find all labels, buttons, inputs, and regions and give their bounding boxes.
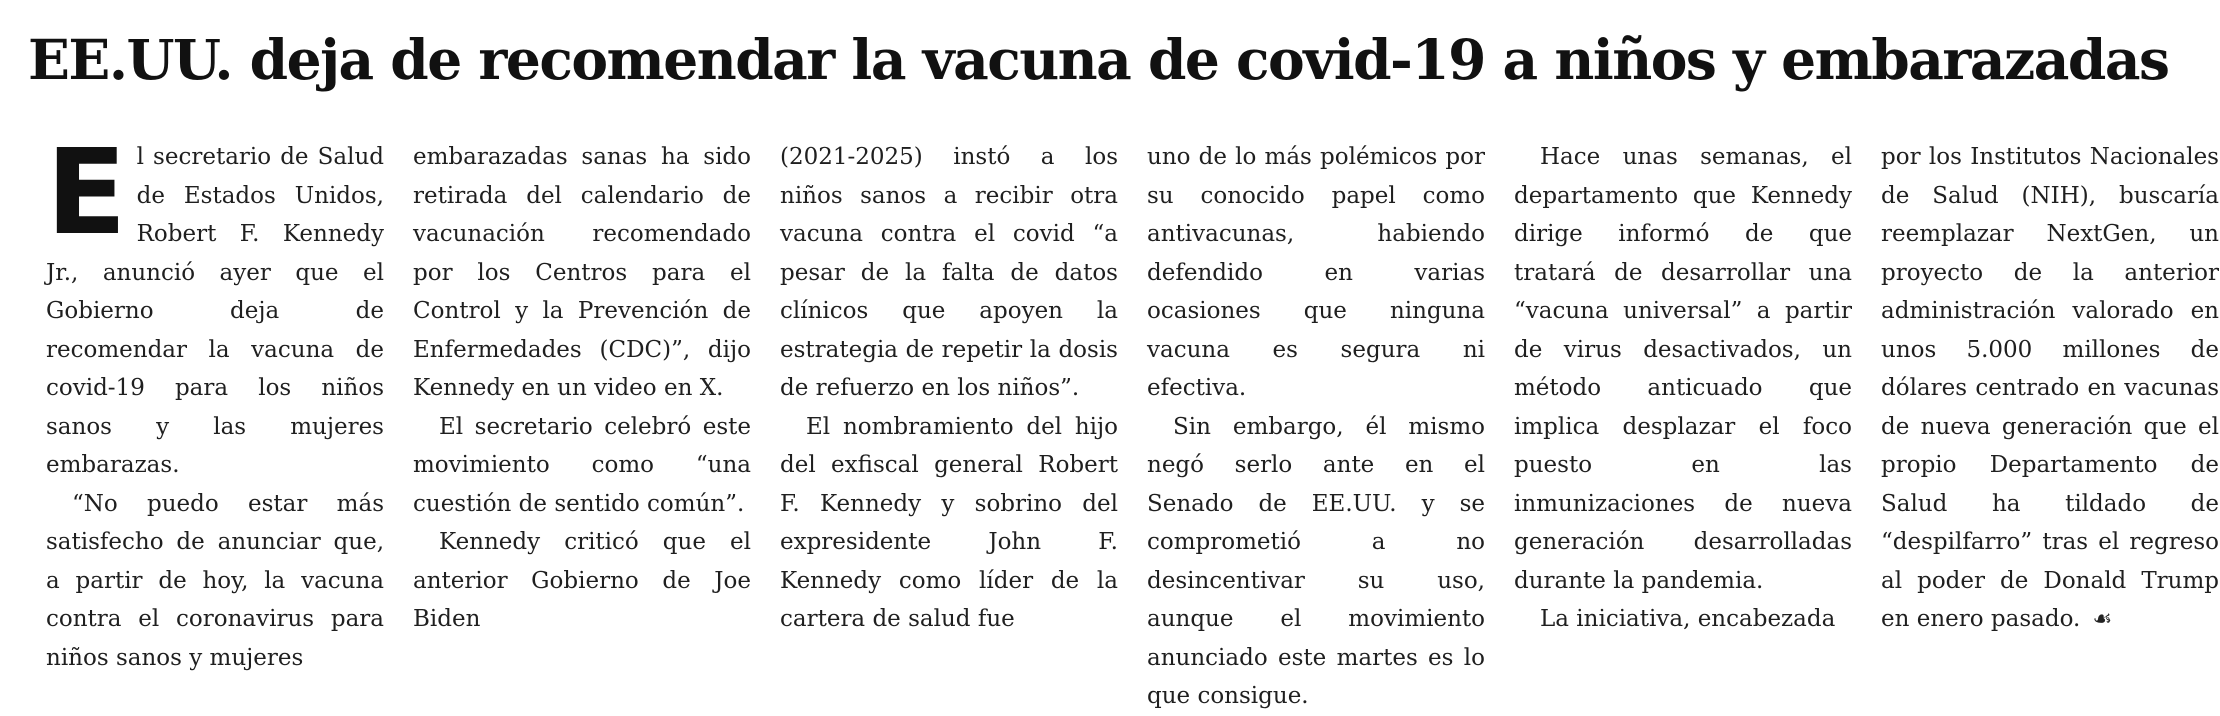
paragraph: “No puedo estar más satisfecho de anunciar que, a partir de hoy, la vacuna contra el coronavirus para niños sanos y mujeres <box>46 490 384 671</box>
paragraph: Sin embargo, él mismo negó serlo ante en el Senado de EE.UU. y se comprometió a no desincentivar su uso, aunque el movimiento anunciado este martes es lo que consigue. <box>1147 413 1485 709</box>
paragraph-text: por los Institutos Nacionales de Salud (NIH), buscaría reemplazar NextGen, un proyecto de la anterior administración valorado en unos 5.000 millones de dólares centrado en vacunas de nueva generación que el propio Departamento de Salud ha tildado de “despilfarro” tras el regreso al poder de Donald Trump en enero pasado. <box>1881 144 2219 632</box>
article-body <box>46 123 2219 709</box>
paragraph-text: l secretario de Salud de Estados Unidos, Robert F. Kennedy Jr., anunció ayer que el Gobierno deja de recomendar la vacuna de covid-19 para los niños sanos y las mujeres embarazas. <box>46 144 384 478</box>
paragraph <box>46 123 384 485</box>
paragraph: (2021-2025) instó a los niños sanos a recibir otra vacuna contra el covid “a pesar de la falta de datos clínicos que apoyen la estrategia de repetir la dosis de refuerzo en los niños”. <box>780 144 1118 401</box>
end-of-article-icon: ☙ <box>2092 607 2113 632</box>
paragraph: Hace unas semanas, el departamento que Kennedy dirige informó de que tratará de desarrollar una “vacuna universal” a partir de virus desactivados, un método anticuado que implica desplazar el foco puesto en las inmunizaciones de nueva generación desarrolladas durante la pandemia. <box>1514 144 1852 594</box>
paragraph: El secretario celebró este movimiento como “una cuestión de sentido común”. <box>413 413 751 517</box>
column-4 <box>1147 138 1485 709</box>
column-1 <box>46 123 384 671</box>
column-6 <box>1881 138 2219 632</box>
column-2 <box>413 138 751 632</box>
column-3 <box>780 138 1118 632</box>
paragraph: uno de lo más polémicos por su conocido papel como antivacunas, habiendo defendido en varias ocasiones que ninguna vacuna es segura ni efectiva. <box>1147 144 1485 401</box>
paragraph: La iniciativa, encabezada <box>1540 606 1836 632</box>
drop-cap: E <box>46 123 127 261</box>
paragraph: embarazadas sanas ha sido retirada del calendario de vacunación recomendado por los Centros para el Control y la Prevención de Enfermedades (CDC)”, dijo Kennedy en un video en X. <box>413 144 751 401</box>
paragraph: El nombramiento del hijo del exfiscal general Robert F. Kennedy y sobrino del expresidente John F. Kennedy como líder de la cartera de salud fue <box>780 413 1118 632</box>
paragraph: Kennedy criticó que el anterior Gobierno de Joe Biden <box>413 529 751 632</box>
paragraph <box>1881 138 2219 640</box>
column-5 <box>1514 138 1852 632</box>
headline: EE.UU. deja de recomendar la vacuna de covid-19 a niños y embarazadas <box>28 27 2169 92</box>
